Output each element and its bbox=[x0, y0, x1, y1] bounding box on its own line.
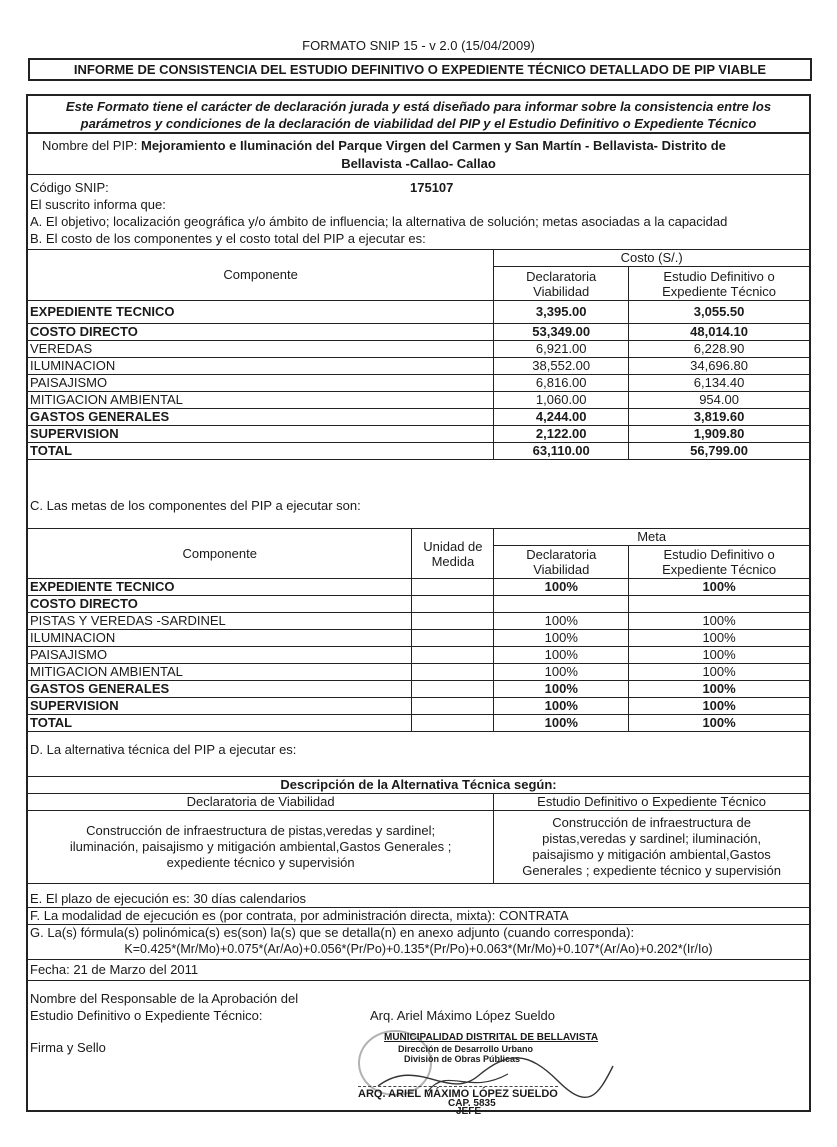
goals-cell-est: 100% bbox=[629, 715, 810, 732]
goals-cell-decl: 100% bbox=[494, 715, 629, 732]
alternative-right-line: pistas,veredas y sardinel; iluminación, bbox=[542, 831, 762, 846]
document-title: INFORME DE CONSISTENCIA DEL ESTUDIO DEFINITIVO O EXPEDIENTE TÉCNICO DETALLADO DE PIP VIABLE bbox=[28, 58, 812, 81]
cost_table-cell-est: 1,909.80 bbox=[629, 426, 810, 443]
intro-text bbox=[28, 98, 809, 132]
cost-header-decl bbox=[494, 267, 629, 301]
alternative-right-line: Construcción de infraestructura de bbox=[552, 815, 751, 830]
point-d-text: D. La alternativa técnica del PIP a ejecutar es: bbox=[30, 742, 297, 757]
goals-table bbox=[27, 528, 810, 732]
point-a-text: A. El objetivo; localización geográfica y/o ámbito de influencia; la alternativa de solución; metas asociadas a la capacidad bbox=[30, 214, 728, 229]
goals-cell-unit bbox=[412, 630, 494, 647]
table-row bbox=[28, 630, 810, 647]
table-row bbox=[28, 426, 810, 443]
divider bbox=[28, 174, 809, 175]
stamp-line-1: MUNICIPALIDAD DISTRITAL DE BELLAVISTA bbox=[384, 1032, 599, 1043]
alternative-right-line: paisajismo y mitigación ambiental,Gastos bbox=[532, 847, 771, 862]
cost_table-cell-decl: 38,552.00 bbox=[494, 358, 629, 375]
cost_table-cell-name: MITIGACION AMBIENTAL bbox=[28, 392, 494, 409]
cost_table-cell-est: 3,819.60 bbox=[629, 409, 810, 426]
table-row bbox=[28, 715, 810, 732]
cost_table-cell-decl: 2,122.00 bbox=[494, 426, 629, 443]
table-row bbox=[28, 613, 810, 630]
intro-line-1: Este Formato tiene el carácter de declaración jurada y está diseñado para informar sobre la consistencia entre los bbox=[65, 99, 772, 114]
cost_table-cell-est: 6,228.90 bbox=[629, 341, 810, 358]
cost_table-cell-est: 48,014.10 bbox=[629, 324, 810, 341]
point-c-text: C. Las metas de los componentes del PIP a ejecutar son: bbox=[30, 498, 361, 513]
cost_table-cell-est: 6,134.40 bbox=[629, 375, 810, 392]
project-name-value: Mejoramiento e Iluminación del Parque Virgen del Carmen y San Martín - Bellavista- Distrito de bbox=[141, 138, 726, 153]
point-e-text: E. El plazo de ejecución es: 30 días calendarios bbox=[30, 891, 307, 906]
goals-header-est bbox=[629, 546, 810, 579]
goals-cell-est: 100% bbox=[629, 647, 810, 664]
cost_table-cell-decl: 6,816.00 bbox=[494, 375, 629, 392]
form-frame bbox=[26, 94, 811, 1117]
stamp-line-5: CAP. 5835 bbox=[448, 1098, 496, 1109]
goals-cell-name: PAISAJISMO bbox=[28, 647, 412, 664]
polynomial-formula: K=0.425*(Mr/Mo)+0.075*(Ar/Ao)+0.056*(Pr/Po)+0.135*(Pr/Po)+0.063*(Mr/Mo)+0.107*(Ar/Ao)+0.202*(Ir/Io) bbox=[124, 942, 713, 956]
responsible-name: Arq. Ariel Máximo López Sueldo bbox=[370, 1008, 555, 1023]
divider bbox=[28, 980, 809, 981]
cost-header-est-1: Estudio Definitivo o bbox=[663, 268, 775, 284]
goals-cell-name: SUPERVISION bbox=[28, 698, 412, 715]
goals-cell-name: GASTOS GENERALES bbox=[28, 681, 412, 698]
point-f-text: F. La modalidad de ejecución es (por contrata, por administración directa, mixta): CONTRATA bbox=[30, 908, 569, 923]
goals-header-est-2: Expediente Técnico bbox=[662, 562, 777, 577]
goals-cell-name: COSTO DIRECTO bbox=[28, 596, 412, 613]
goals-cell-unit bbox=[412, 579, 494, 596]
goals-cell-name: ILUMINACION bbox=[28, 630, 412, 647]
goals-cell-est bbox=[629, 596, 810, 613]
reports-text: El suscrito informa que: bbox=[30, 197, 166, 212]
responsible-label-2: Estudio Definitivo o Expediente Técnico: bbox=[30, 1008, 263, 1023]
goals-header-meta: Meta bbox=[494, 529, 810, 546]
intro-line-2: parámetros y condiciones de la declaración de viabilidad del PIP y el Estudio Definitivo o Expediente Técnico bbox=[80, 116, 757, 131]
cost_table-cell-est: 3,055.50 bbox=[629, 301, 810, 324]
alternative-right-line: Generales ; expediente técnico y supervisión bbox=[522, 863, 781, 878]
goals-header-unit bbox=[412, 529, 494, 579]
cost-header-est bbox=[629, 267, 810, 301]
cost_table-cell-decl: 4,244.00 bbox=[494, 409, 629, 426]
cost_table-cell-decl: 63,110.00 bbox=[494, 443, 629, 460]
alternative-left-line: expediente técnico y supervisión bbox=[166, 855, 355, 870]
format-line: FORMATO SNIP 15 - v 2.0 (15/04/2009) bbox=[302, 38, 535, 53]
cost-table bbox=[27, 249, 810, 460]
goals-cell-name: PISTAS Y VEREDAS -SARDINEL bbox=[28, 613, 412, 630]
alternative-header-left: Declaratoria de Viabilidad bbox=[28, 794, 494, 811]
table-row bbox=[28, 647, 810, 664]
stamp-line-4: ARQ. ARIEL MÁXIMO LÓPEZ SUELDO bbox=[358, 1088, 558, 1100]
goals-cell-name: MITIGACION AMBIENTAL bbox=[28, 664, 412, 681]
goals-cell-unit bbox=[412, 647, 494, 664]
cost_table-cell-name: EXPEDIENTE TECNICO bbox=[28, 301, 494, 324]
table-row bbox=[28, 681, 810, 698]
alternative-table bbox=[27, 776, 810, 884]
date-text: Fecha: 21 de Marzo del 2011 bbox=[30, 962, 199, 977]
goals-header-decl-1: Declaratoria bbox=[526, 547, 597, 562]
point-g-text: G. La(s) fórmula(s) polinómica(s) es(son) la(s) que se detalla(n) en anexo adjunto (cuando corresponda): bbox=[30, 925, 635, 940]
goals-header-unit-2: Medida bbox=[431, 553, 475, 569]
alternative-right-text bbox=[494, 811, 810, 884]
goals-cell-decl bbox=[494, 596, 629, 613]
table-row bbox=[28, 324, 810, 341]
goals-header-component: Componente bbox=[28, 529, 412, 579]
alternative-left-line: iluminación, paisajismo y mitigación ambiental,Gastos Generales ; bbox=[69, 839, 452, 854]
alternative-title: Descripción de la Alternativa Técnica según: bbox=[28, 777, 810, 794]
cost_table-cell-est: 34,696.80 bbox=[629, 358, 810, 375]
table-row bbox=[28, 358, 810, 375]
cost_table-cell-name: PAISAJISMO bbox=[28, 375, 494, 392]
cost-header-component: Componente bbox=[28, 250, 494, 301]
table-row bbox=[28, 375, 810, 392]
cost_table-cell-est: 954.00 bbox=[629, 392, 810, 409]
table-row bbox=[28, 301, 810, 324]
snip-value: 175107 bbox=[410, 180, 454, 195]
goals-header-decl bbox=[494, 546, 629, 579]
cost_table-cell-est: 56,799.00 bbox=[629, 443, 810, 460]
cost_table-cell-name: TOTAL bbox=[28, 443, 494, 460]
table-row bbox=[28, 664, 810, 681]
goals-cell-unit bbox=[412, 596, 494, 613]
goals-cell-decl: 100% bbox=[494, 647, 629, 664]
cost_table-cell-name: SUPERVISION bbox=[28, 426, 494, 443]
cost_table-cell-name: VEREDAS bbox=[28, 341, 494, 358]
goals-cell-est: 100% bbox=[629, 613, 810, 630]
goals-cell-unit bbox=[412, 681, 494, 698]
cost-header-est-2: Expediente Técnico bbox=[662, 283, 777, 299]
goals-cell-decl: 100% bbox=[494, 579, 629, 596]
snip-label: Código SNIP: bbox=[30, 180, 109, 195]
divider bbox=[28, 959, 809, 960]
table-row bbox=[28, 443, 810, 460]
stamp-line-2: Dirección de Desarrollo Urbano bbox=[398, 1044, 534, 1054]
goals-cell-unit bbox=[412, 613, 494, 630]
goals-cell-est: 100% bbox=[629, 630, 810, 647]
goals-header-est-1: Estudio Definitivo o bbox=[663, 547, 775, 562]
goals-cell-decl: 100% bbox=[494, 681, 629, 698]
table-row bbox=[28, 579, 810, 596]
cost_table-cell-decl: 6,921.00 bbox=[494, 341, 629, 358]
stamp-line-6: JEFE bbox=[456, 1106, 482, 1117]
goals-cell-decl: 100% bbox=[494, 698, 629, 715]
table-row bbox=[28, 392, 810, 409]
stamp-line-3: División de Obras Públicas bbox=[404, 1054, 521, 1064]
cost_table-cell-decl: 1,060.00 bbox=[494, 392, 629, 409]
goals-cell-est: 100% bbox=[629, 698, 810, 715]
goals-cell-name: TOTAL bbox=[28, 715, 412, 732]
cost_table-cell-decl: 3,395.00 bbox=[494, 301, 629, 324]
table-row bbox=[28, 596, 810, 613]
goals-cell-unit bbox=[412, 698, 494, 715]
table-row bbox=[28, 341, 810, 358]
goals-cell-unit bbox=[412, 664, 494, 681]
goals-cell-decl: 100% bbox=[494, 613, 629, 630]
cost-header-decl-1: Declaratoria bbox=[526, 268, 597, 284]
goals-cell-est: 100% bbox=[629, 681, 810, 698]
cost-header-decl-2: Viabilidad bbox=[533, 283, 590, 299]
goals-cell-est: 100% bbox=[629, 664, 810, 681]
cost_table-cell-name: COSTO DIRECTO bbox=[28, 324, 494, 341]
project-name-label: Nombre del PIP: bbox=[42, 138, 138, 153]
goals-cell-unit bbox=[412, 715, 494, 732]
divider bbox=[28, 132, 809, 134]
goals-header-unit-1: Unidad de bbox=[423, 538, 483, 554]
alternative-left-text bbox=[28, 811, 494, 884]
table-row bbox=[28, 409, 810, 426]
goals-cell-decl: 100% bbox=[494, 630, 629, 647]
goals-cell-decl: 100% bbox=[494, 664, 629, 681]
goals-cell-est: 100% bbox=[629, 579, 810, 596]
project-name-value-2: Bellavista -Callao- Callao bbox=[341, 156, 496, 171]
cost_table-cell-name: ILUMINACION bbox=[28, 358, 494, 375]
alternative-left-line: Construcción de infraestructura de pistas,veredas y sardinel; bbox=[86, 823, 436, 838]
alternative-header-right: Estudio Definitivo o Expediente Técnico bbox=[494, 794, 810, 811]
cost_table-cell-decl: 53,349.00 bbox=[494, 324, 629, 341]
goals-cell-name: EXPEDIENTE TECNICO bbox=[28, 579, 412, 596]
goals-header-decl-2: Viabilidad bbox=[533, 562, 590, 577]
responsible-label-1: Nombre del Responsable de la Aprobación del bbox=[30, 991, 299, 1006]
cost-header-cost: Costo (S/.) bbox=[494, 250, 810, 267]
table-row bbox=[28, 698, 810, 715]
point-b-text: B. El costo de los componentes y el costo total del PIP a ejecutar es: bbox=[30, 231, 426, 246]
cost_table-cell-name: GASTOS GENERALES bbox=[28, 409, 494, 426]
signature-label: Firma y Sello bbox=[30, 1040, 106, 1055]
